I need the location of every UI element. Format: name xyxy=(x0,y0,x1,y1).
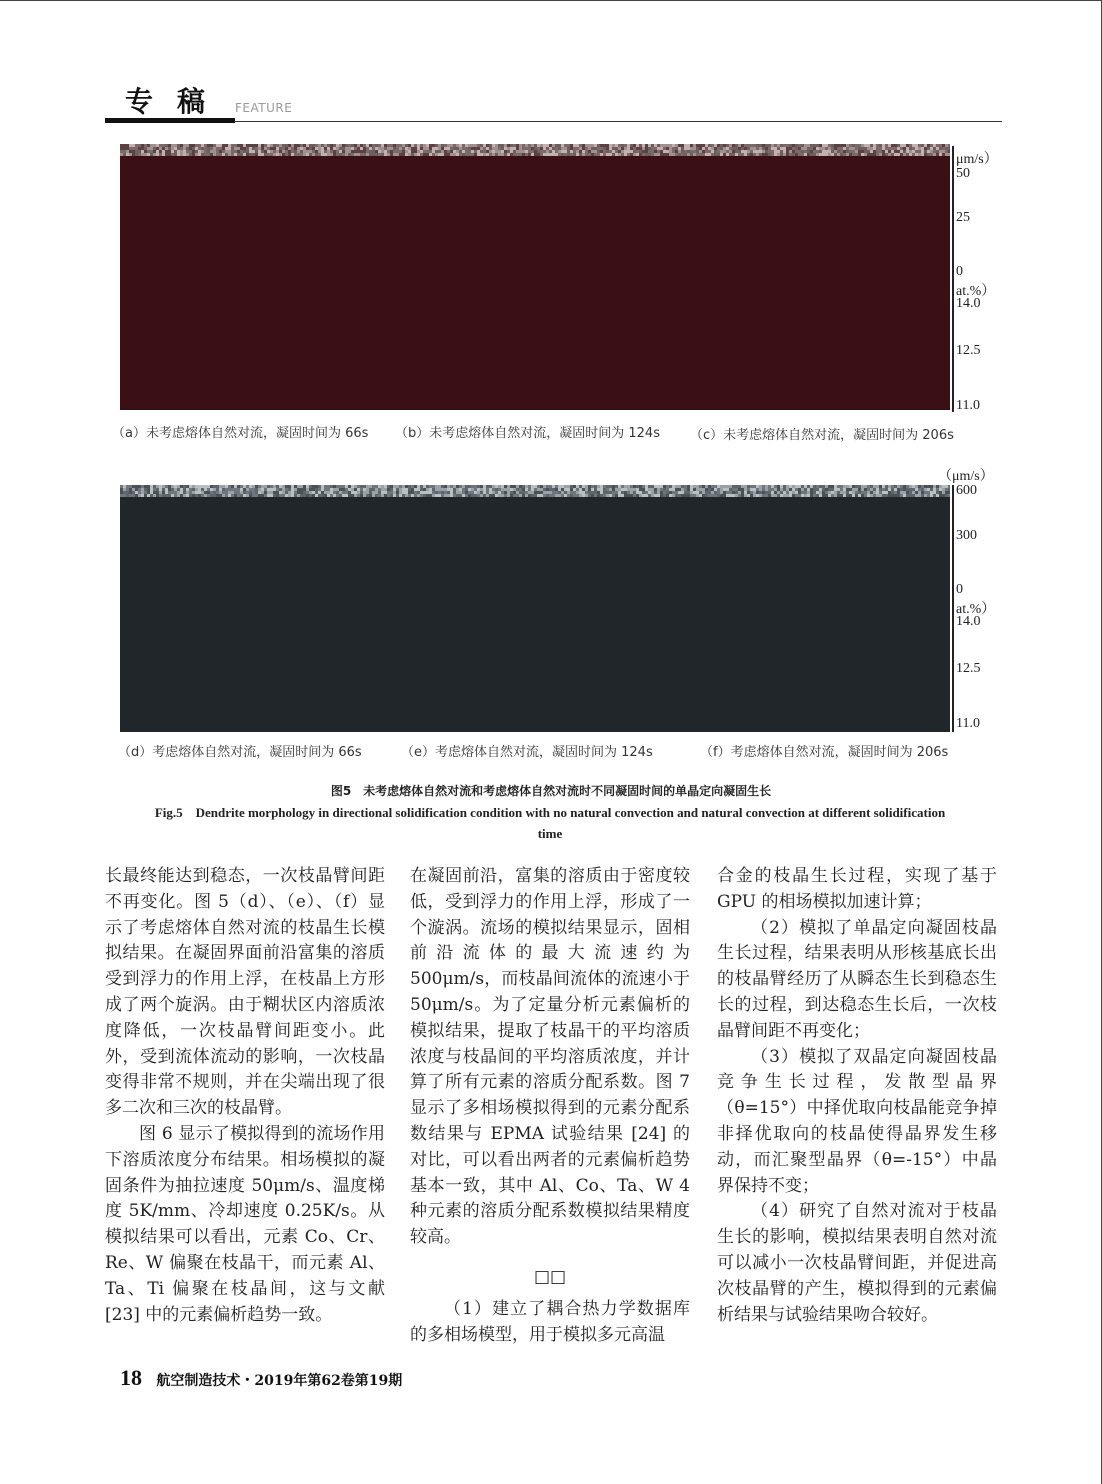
scale-unit-velocity: （μm/s） xyxy=(938,469,994,484)
figure-title-en: Fig.5 Dendrite morphology in directional solidification condition with no natural convection and natural convection at different solidification time xyxy=(154,805,946,841)
subcaption-f: （f）考虑熔体自然对流，凝固时间为 206s xyxy=(700,745,949,760)
scale-bar-top xyxy=(952,146,1012,416)
scale-tick: 11.0 xyxy=(956,398,980,413)
section-heading: □□ xyxy=(533,1266,567,1287)
figure-panel-no-convection xyxy=(120,144,950,410)
journal-info: 航空制造技术・2019年第62卷第19期 xyxy=(156,1373,403,1389)
section-subtitle: FEATURE xyxy=(235,101,293,115)
scale-tick: 600 xyxy=(956,483,977,498)
paragraph: （3）模拟了双晶定向凝固枝晶竞争生长过程，发散型晶界（θ=15°）中择优取向枝晶能竞争掉非择优取向的枝晶使得晶界发生移动，而汇聚型晶界（θ=-15°）中晶界保持不变； xyxy=(717,1046,997,1196)
paragraph: （2）模拟了单晶定向凝固枝晶生长过程，结果表明从形核基底长出的枝晶臂经历了从瞬态生长到稳态生长的过程，到达稳态生长后，一次枝晶臂间距不再变化； xyxy=(717,917,997,1041)
section-title: 专稿 xyxy=(125,85,230,118)
noise-band-bottom xyxy=(120,485,950,497)
scale-tick: 25 xyxy=(956,210,970,225)
scale-tick: 300 xyxy=(956,528,977,543)
page-number: 18 xyxy=(120,1365,142,1390)
scale-tick: 12.5 xyxy=(956,343,981,358)
paragraph: 长最终能达到稳态，一次枝晶臂间距不再变化。图 5（d）、（e）、（f）显示了考虑熔体自然对流的枝晶生长模拟结果。在凝固界面前沿富集的溶质受到浮力的作用上浮，在枝晶上方形成了两个旋涡。由于糊状区内溶质浓度降低，一次枝晶臂间距变小。此外，受到流体流动的影响，一次枝晶变得非常不规则，并在尖端出现了很多二次和三次的枝晶臂。 xyxy=(105,866,385,1119)
subcaption-b: （b）未考虑熔体自然对流，凝固时间为 124s xyxy=(395,426,660,441)
body-column-2 xyxy=(410,864,690,1348)
header-rule-thin xyxy=(235,121,1002,122)
scale-tick: 14.0 xyxy=(956,614,981,629)
scale-unit-velocity: μm/s） xyxy=(956,152,998,167)
paragraph: 合金的枝晶生长过程，实现了基于 GPU 的相场模拟加速计算； xyxy=(717,866,997,912)
page-footer xyxy=(120,1365,402,1391)
scale-tick: 12.5 xyxy=(956,661,981,676)
subcaption-a: （a）未考虑熔体自然对流，凝固时间为 66s xyxy=(112,426,369,441)
subcaption-c: （c）未考虑熔体自然对流，凝固时间为 206s xyxy=(690,428,954,443)
scale-axis-line xyxy=(952,485,954,732)
body-column-1 xyxy=(105,864,385,1328)
section-header xyxy=(105,80,1002,124)
scale-unit-concentration: at.%） xyxy=(956,284,996,299)
figure-panel-with-convection xyxy=(120,485,950,732)
scale-axis-line xyxy=(952,146,954,412)
paragraph: （1）建立了耦合热力学数据库的多相场模型，用于模拟多元高温 xyxy=(410,1298,690,1345)
paragraph: 在凝固前沿，富集的溶质由于密度较低，受到浮力的作用上浮，形成了一个漩涡。流场的模拟结果显示，固相前沿流体的最大流速约为 500μm/s，而枝晶间流体的流速小于 50μm/s。为了定量分析元素偏析的模拟结果，提取了枝晶干的平均溶质浓度与枝晶间的平均溶质浓度，并计算了所有元素的溶质分配系数。图 7 显示了多相场模拟得到的元素分配系数结果与 EPMA 试验结果 [24] 的对比，可以看出两者的元素偏析趋势基本一致，其中 Al、Co、Ta、W 4 种元素的溶质分配系数模拟结果精度较高。 xyxy=(410,866,690,1248)
subcaption-e: （e）考虑熔体自然对流，凝固时间为 124s xyxy=(401,745,653,760)
scale-tick: 14.0 xyxy=(956,296,981,311)
scale-tick: 0 xyxy=(956,264,963,279)
paragraph: （4）研究了自然对流对于枝晶生长的影响，模拟结果表明自然对流可以减小一次枝晶臂间距，并促进高次枝晶臂的产生，模拟得到的元素偏析结果与试验结果吻合较好。 xyxy=(717,1201,997,1325)
noise-band-top xyxy=(120,144,950,156)
figure-title-cn: 图5 未考虑熔体自然对流和考虑熔体自然对流时不同凝固时间的单晶定向凝固生长 xyxy=(330,784,772,798)
page-top-border xyxy=(0,0,1102,1)
scale-tick: 11.0 xyxy=(956,716,980,731)
scale-tick: 50 xyxy=(956,166,970,181)
scale-unit-concentration: at.%） xyxy=(956,602,996,617)
body-column-3 xyxy=(717,864,997,1328)
paragraph: 图 6 显示了模拟得到的流场作用下溶质浓度分布结果。相场模拟的凝固条件为抽拉速度 50μm/s、温度梯度 5K/mm、冷却速度 0.25K/s。从模拟结果可以看出，元素 Co、Cr、Re、W 偏聚在枝晶干，而元素 Al、Ta、Ti 偏聚在枝晶间，这与文献 [23] 中的元素偏析趋势一致。 xyxy=(105,1123,385,1325)
header-rule-thick xyxy=(105,118,235,123)
scale-bar-bottom xyxy=(938,465,1012,735)
subcaption-d: （d）考虑熔体自然对流，凝固时间为 66s xyxy=(118,745,362,760)
scale-tick: 0 xyxy=(956,582,963,597)
